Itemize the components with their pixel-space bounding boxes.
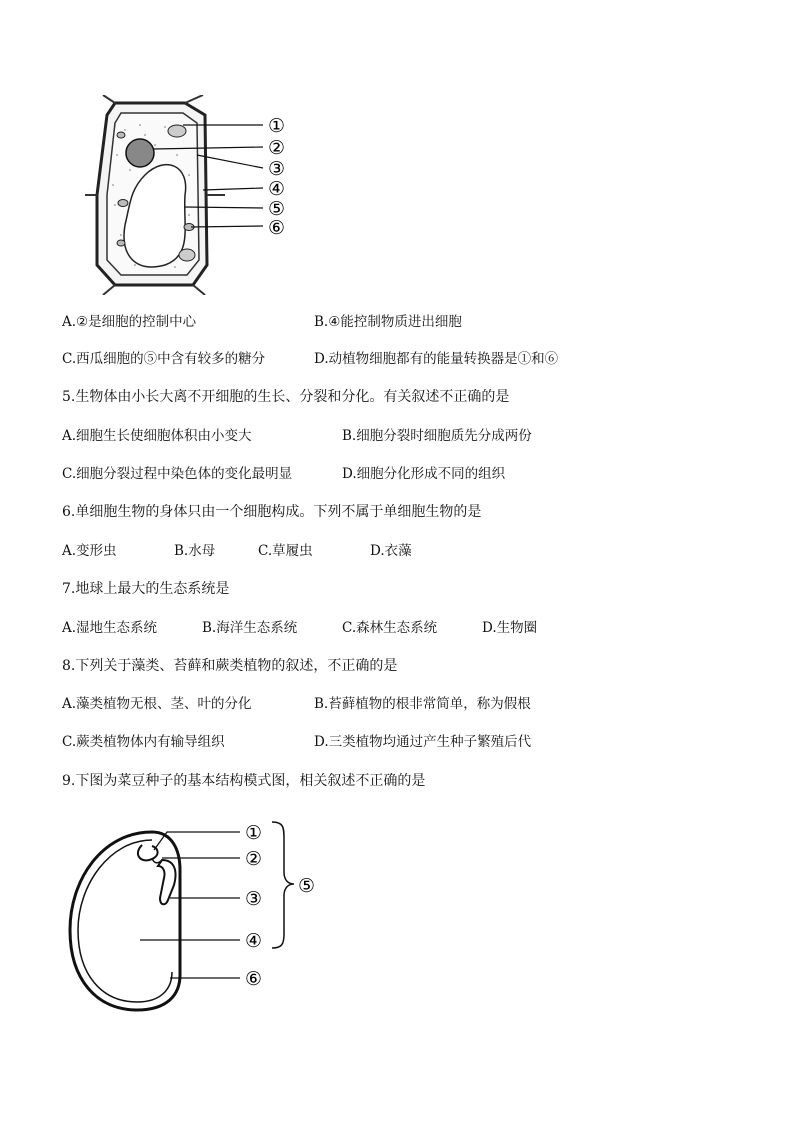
q6-option-a: A.变形虫 (62, 543, 117, 559)
q4-option-c: C.西瓜细胞的⑤中含有较多的糖分 (62, 351, 266, 367)
label-3: ③ (268, 158, 286, 180)
q5-option-a: A.细胞生长使细胞体积由小变大 (62, 428, 252, 444)
q4-option-a: A.②是细胞的控制中心 (62, 314, 197, 330)
q7-option-a: A.湿地生态系统 (62, 620, 158, 636)
chloroplast (168, 125, 186, 137)
nucleus (126, 139, 154, 167)
q8-stem: 8.下列关于藻类、苔藓和蕨类植物的叙述，不正确的是 (62, 658, 398, 674)
mitochondrion (117, 240, 125, 246)
q8-option-d: D.三类植物均通过产生种子繁殖后代 (314, 734, 532, 750)
mitochondrion (118, 200, 128, 207)
q8-option-c: C.蕨类植物体内有输导组织 (62, 734, 225, 750)
plumule (138, 845, 158, 860)
chloroplast (179, 249, 195, 261)
label-6: ⑥ (268, 217, 286, 239)
brace (272, 822, 294, 948)
q6-option-d: D.衣藻 (370, 543, 412, 559)
q9-stem: 9.下图为菜豆种子的基本结构模式图，相关叙述不正确的是 (62, 773, 426, 789)
seed-coat (70, 832, 180, 1010)
q6-stem: 6.单细胞生物的身体只由一个细胞构成。下列不属于单细胞生物的是 (62, 504, 482, 520)
q7-option-d: D.生物圈 (482, 620, 538, 636)
q5-stem: 5.生物体由小长大离不开细胞的生长、分裂和分化。有关叙述不正确的是 (62, 389, 510, 405)
q4-option-d: D.动植物细胞都有的能量转换器是①和⑥ (314, 351, 559, 367)
label-1: ① (268, 115, 286, 137)
q8-option-b: B.苔藓植物的根非常简单，称为假根 (314, 696, 531, 712)
label-2: ② (268, 137, 286, 159)
q7-option-b: B.海洋生态系统 (202, 620, 298, 636)
label-5: ⑤ (268, 198, 286, 220)
label-2: ② (245, 848, 263, 870)
q5-option-b: B.细胞分裂时细胞质先分成两份 (342, 428, 532, 444)
q8-option-a: A.藻类植物无根、茎、叶的分化 (62, 696, 252, 712)
label-3: ③ (245, 888, 263, 910)
label-5: ⑤ (298, 875, 316, 897)
label-1: ① (245, 822, 263, 844)
label-4: ④ (268, 178, 286, 200)
q7-option-c: C.森林生态系统 (342, 620, 438, 636)
bean-seed-figure (62, 810, 342, 1020)
label-4: ④ (245, 930, 263, 952)
mitochondrion (117, 132, 125, 138)
label-6: ⑥ (245, 968, 263, 990)
q5-option-d: D.细胞分化形成不同的组织 (342, 466, 506, 482)
q5-option-c: C.细胞分裂过程中染色体的变化最明显 (62, 466, 293, 482)
q6-option-b: B.水母 (174, 543, 216, 559)
q6-option-c: C.草履虫 (258, 543, 313, 559)
plant-cell-figure (85, 95, 385, 295)
q4-option-b: B.④能控制物质进出细胞 (314, 314, 462, 330)
q7-stem: 7.地球上最大的生态系统是 (62, 581, 230, 597)
